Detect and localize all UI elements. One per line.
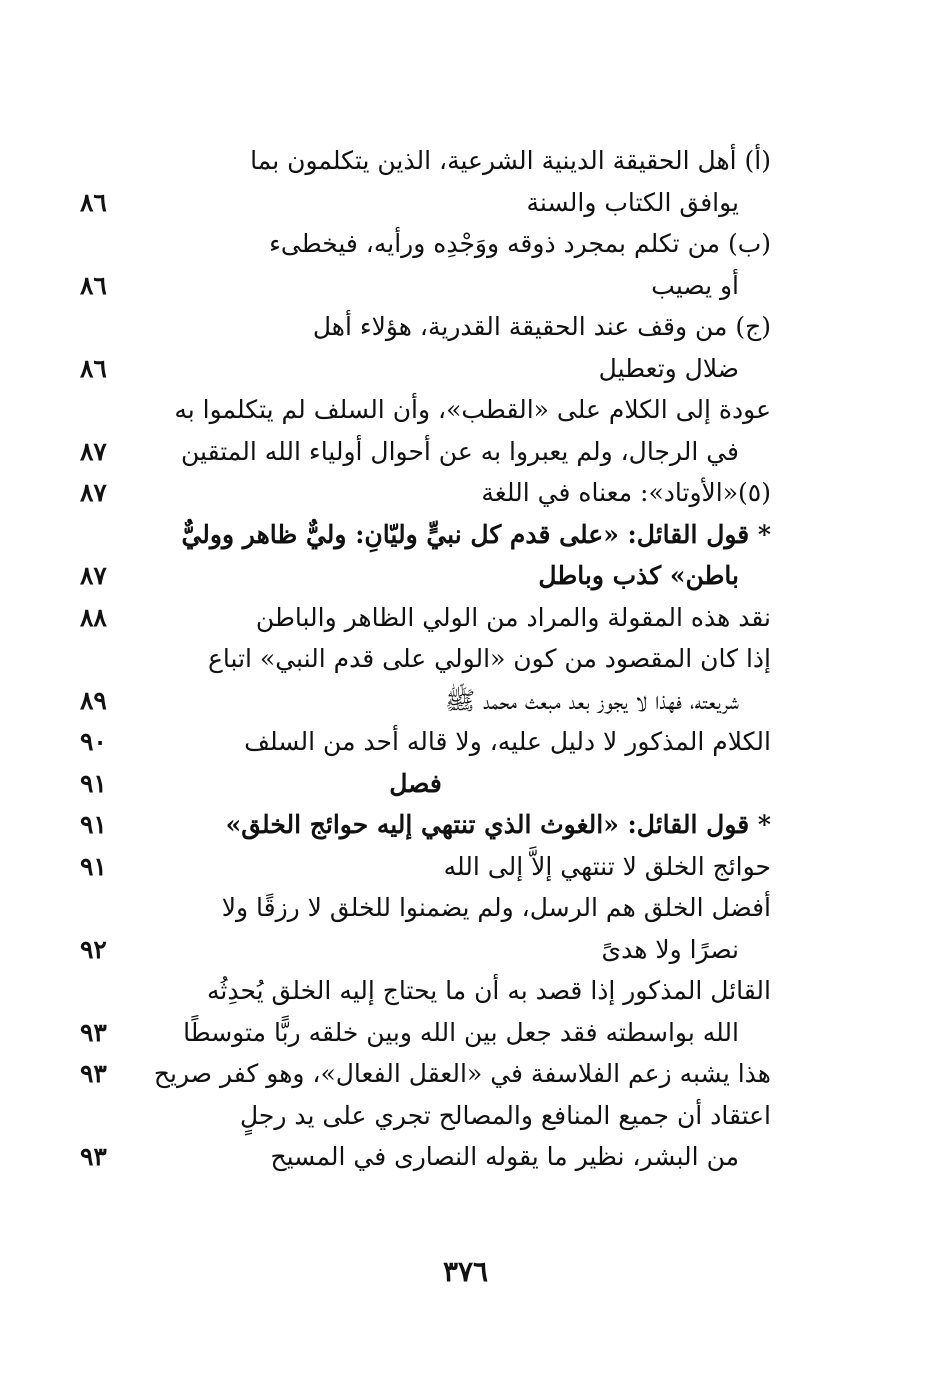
toc-entry-page: ٨٦: [80, 353, 107, 383]
toc-entry: [0, 638, 951, 680]
toc-entry-page: ٩١: [80, 810, 107, 839]
toc-entry: [0, 265, 951, 307]
toc-entry-page: [80, 389, 140, 431]
toc-entry-text: باطن» كذب وباطل: [538, 561, 739, 590]
toc-entry: [0, 348, 951, 390]
toc-entry-text: شريعته، فهذا لا يجوز بعد مبعث محمد ﷺ: [445, 685, 739, 715]
toc-entry-text: اعتقاد أن جميع المنافع والمصالح تجري على يد رجلٍ: [239, 1100, 771, 1130]
toc-entry-page: ٨٩: [80, 685, 107, 715]
toc-entry: [0, 1012, 951, 1054]
toc-entry-text: (أ) أهل الحقيقة الدينية الشرعية، الذين يتكلمون بما: [250, 146, 771, 175]
toc-entry-page: ٩٣: [80, 1142, 107, 1171]
toc-entry: [0, 140, 951, 182]
toc-entry-text: * قول القائل: «الغوث الذي تنتهي إليه حوائج الخلق»: [225, 810, 771, 839]
toc-entry: [0, 680, 951, 722]
toc-entry: [0, 555, 951, 597]
toc-entry-text: * قول القائل: «على قدم كل نبيٍّ وليّانِ: وليٌّ ظاهر ووليٌّ: [181, 519, 771, 549]
toc-entry-page: ٨٨: [80, 602, 107, 632]
toc-entry-text: يوافق الكتاب والسنة: [526, 187, 739, 217]
toc-entry-page: [80, 638, 140, 680]
toc-entry-text: نصرًا ولا هدىً: [601, 934, 739, 964]
toc-entry-text: أو يصيب: [651, 270, 739, 300]
toc-entry-text: (ج) من وقف عند الحقيقة القدرية، هؤلاء أهل: [312, 312, 771, 341]
toc-entry: [0, 763, 951, 805]
toc-entry-page: ٩٣: [80, 1017, 107, 1047]
toc-entry-page: [80, 140, 140, 182]
toc-entry-page: ٨٧: [80, 478, 107, 507]
toc-entry-page: ٩٠: [80, 727, 107, 756]
toc-entry: [0, 970, 951, 1012]
toc-entry-page: [80, 514, 140, 556]
toc-entry: [0, 846, 951, 888]
toc-entry: [0, 887, 951, 929]
page-number: ٣٧٦: [442, 1255, 489, 1288]
toc-entry-page: [80, 1095, 140, 1137]
toc-entry: [0, 721, 951, 763]
toc-entry-page: ٩١: [80, 768, 107, 798]
toc-entry: [0, 223, 951, 265]
toc-entry: [0, 514, 951, 556]
toc-entry-text: من البشر، نظير ما يقوله النصارى في المسيح: [270, 1142, 739, 1171]
toc-entry-text: أفضل الخلق هم الرسل، ولم يضمنوا للخلق لا رزقًا ولا: [221, 893, 771, 922]
toc-entry: [0, 306, 951, 348]
toc-entry: [0, 389, 951, 431]
toc-entry: [0, 929, 951, 971]
toc-entry-page: ٨٧: [80, 436, 107, 466]
toc-entry-page: ٨٦: [80, 270, 107, 300]
toc-entry-page: ٩٣: [80, 1059, 107, 1088]
toc-entry-text: إذا كان المقصود من كون «الولي على قدم النبي» اتباع: [208, 644, 771, 673]
toc-entry-text: نقد هذه المقولة والمراد من الولي الظاهر والباطن: [255, 602, 771, 632]
toc-entry: [0, 472, 951, 514]
toc-entry-text: حوائج الخلق لا تنتهي إلاَّ إلى الله: [443, 851, 771, 881]
toc-entry-page: ٨٦: [80, 187, 107, 217]
toc-entry: [0, 1095, 951, 1137]
toc-entry-text: في الرجال، ولم يعبروا به عن أحوال أولياء الله المتقين: [181, 436, 739, 466]
toc-entry-text: فصل: [389, 768, 442, 798]
toc-entry: [0, 182, 951, 224]
toc-entry-page: ٨٧: [80, 561, 107, 590]
table-of-contents: [0, 140, 951, 1178]
toc-entry-page: [80, 306, 140, 348]
toc-entry: [0, 1136, 951, 1178]
toc-entry-text: هذا يشبه زعم الفلاسفة في «العقل الفعال»، وهو كفر صريح: [153, 1059, 771, 1088]
toc-entry-text: (٥)«الأوتاد»: معناه في اللغة: [481, 478, 771, 507]
toc-entry: [0, 597, 951, 639]
toc-entry-page: [80, 970, 140, 1012]
toc-entry: [0, 431, 951, 473]
toc-entry-text: عودة إلى الكلام على «القطب»، وأن السلف لم يتكلموا به: [174, 395, 771, 424]
toc-entry-page: ٩١: [80, 851, 107, 881]
toc-entry-text: الله بواسطته فقد جعل بين الله وبين خلقه ربًّا متوسطًا: [183, 1017, 739, 1047]
toc-entry-page: [80, 887, 140, 929]
toc-entry: [0, 804, 951, 846]
toc-entry: [0, 1053, 951, 1095]
toc-entry-text: ضلال وتعطيل: [598, 353, 739, 383]
toc-entry-page: ٩٢: [80, 934, 107, 964]
toc-entry-text: الكلام المذكور لا دليل عليه، ولا قاله أحد من السلف: [244, 727, 771, 756]
toc-entry-text: (ب) من تكلم بمجرد ذوقه ووَجْدِه ورأيه، فيخطىء: [269, 229, 771, 258]
toc-entry-text: القائل المذكور إذا قصد به أن ما يحتاج إليه الخلق يُحدِثُه: [207, 976, 771, 1005]
toc-entry-page: [80, 223, 140, 265]
